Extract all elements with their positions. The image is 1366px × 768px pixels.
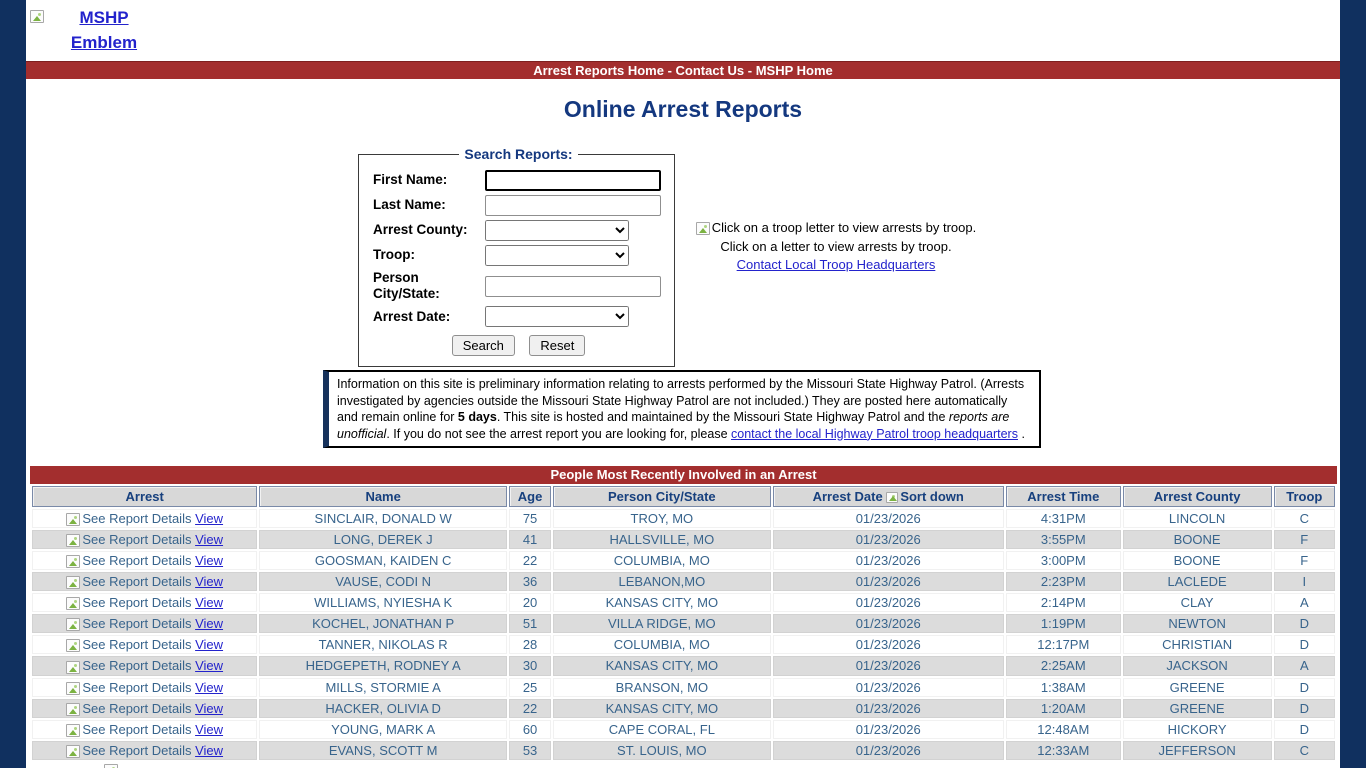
report-details-text: See Report Details [82,595,192,611]
view-report-link[interactable]: View [195,553,224,569]
table-row [32,614,1335,633]
sort-down-icon [886,492,898,503]
broken-image-icon [66,534,80,547]
nav-arrest-reports-home[interactable]: Arrest Reports Home [533,63,664,78]
name-cell: HACKER, OLIVIA D [259,699,507,718]
troop-cell: D [1274,635,1335,654]
arrest-county-cell: CLAY [1123,593,1272,612]
troop-cell: I [1274,572,1335,591]
arrest-county-cell: HICKORY [1123,720,1272,739]
table-row [32,593,1335,612]
report-details-text: See Report Details [82,679,192,695]
arrest-time-cell: 1:19PM [1006,614,1121,633]
page-content [26,0,1340,768]
arrest-cell [32,741,257,760]
age-cell: 30 [509,656,551,675]
arrest-time-cell: 4:31PM [1006,509,1121,528]
age-cell: 20 [509,593,551,612]
col-header-age: Age [509,486,551,507]
name-cell: EVANS, SCOTT M [259,741,507,760]
arrest-date-cell: 01/23/2026 [773,656,1004,675]
city-state-cell: HALLSVILLE, MO [553,530,770,549]
arrest-cell [32,593,257,612]
broken-image-icon [66,639,80,652]
col-header-arrest: Arrest [32,486,257,507]
broken-image-icon [66,513,80,526]
report-details-text: See Report Details [82,532,192,548]
troop-select[interactable] [485,245,629,266]
report-details-text: See Report Details [82,574,192,590]
view-report-link[interactable]: View [195,532,224,548]
table-row [32,551,1335,570]
city-state-cell: COLUMBIA, MO [553,635,770,654]
notice-text: Information on this site is preliminary information relating to arrests performed by the Missouri State Highway Patrol. (Arrests investigated by agencies outside the Missouri State Highway Patrol are not included.) They are posted here automatically and remain online for [337,377,1025,424]
name-cell: LONG, DEREK J [259,530,507,549]
troop-map-alt-line [676,220,996,236]
view-report-link[interactable]: View [195,700,224,716]
arrest-cell [32,635,257,654]
col-header-person-city-state: Person City/State [553,486,770,507]
table-row [32,635,1335,654]
age-cell: 36 [509,572,551,591]
arrest-county-cell: JEFFERSON [1123,741,1272,760]
top-header-band [26,0,1340,61]
arrest-cell [32,614,257,633]
search-button[interactable]: Search [452,335,515,356]
city-state-cell: KANSAS CITY, MO [553,656,770,675]
city-state-cell: LEBANON,MO [553,572,770,591]
arrest-time-cell: 12:33AM [1006,741,1121,760]
main-nav-bar [26,61,1340,79]
arrest-cell [32,678,257,697]
arrest-time-cell: 12:48AM [1006,720,1121,739]
report-details-text: See Report Details [82,721,192,737]
search-zone [26,123,1340,370]
troop-cell: C [1274,741,1335,760]
troop-info-block [676,220,996,276]
age-cell: 53 [509,741,551,760]
arrest-time-cell: 1:38AM [1006,678,1121,697]
person-city-state-label: Person City/State: [373,270,440,302]
arrest-cell [32,720,257,739]
troop-cell: F [1274,530,1335,549]
broken-image-icon [66,661,80,674]
broken-image-icon [696,222,710,235]
view-report-link[interactable]: View [195,616,224,632]
arrest-cell [32,656,257,675]
view-report-link[interactable]: View [195,658,224,674]
sort-down-label: Sort down [900,489,964,504]
age-cell: 75 [509,509,551,528]
age-cell: 22 [509,699,551,718]
view-report-link[interactable]: View [195,721,224,737]
city-state-cell: BRANSON, MO [553,678,770,697]
arrest-county-row [373,220,664,241]
emblem-area [28,6,178,55]
age-cell: 25 [509,678,551,697]
city-state-cell: KANSAS CITY, MO [553,699,770,718]
arrest-cell [32,699,257,718]
arrest-cell [32,551,257,570]
reset-button[interactable]: Reset [529,335,585,356]
col-header-arrest-date[interactable] [773,486,1004,507]
broken-image-icon [66,682,80,695]
broken-image-icon [66,745,80,758]
arrest-county-cell: JACKSON [1123,656,1272,675]
troop-row [373,245,664,266]
arrest-county-cell: BOONE [1123,551,1272,570]
name-cell: YOUNG, MARK A [259,720,507,739]
troop-instruction-line: Click on a letter to view arrests by troop. [720,238,952,254]
notice-bold-text: 5 days [457,410,497,424]
arrest-date-header-label: Arrest Date [812,489,883,504]
broken-image-icon [30,10,44,23]
arrest-time-cell: 3:00PM [1006,551,1121,570]
mshp-emblem-link[interactable]: MSHP Emblem [70,8,138,52]
troop-cell: C [1274,509,1335,528]
arrest-time-cell: 2:25AM [1006,656,1121,675]
page-title: Online Arrest Reports [563,96,803,122]
troop-cell: D [1274,678,1335,697]
arrest-date-label: Arrest Date: [373,308,451,324]
arrest-date-cell: 01/23/2026 [773,572,1004,591]
broken-image-icon [66,555,80,568]
arrest-date-cell: 01/23/2026 [773,635,1004,654]
nav-contact-us[interactable]: Contact Us [675,63,745,78]
first-name-label: First Name: [373,172,448,188]
contact-troop-headquarters-link[interactable]: contact the local Highway Patrol troop headquarters [731,426,1018,441]
col-header-arrest-county: Arrest County [1123,486,1272,507]
contact-local-troop-link[interactable]: Contact Local Troop Headquarters [736,257,936,273]
city-state-cell: ST. LOUIS, MO [553,741,770,760]
arrests-table [30,484,1337,762]
troop-cell: A [1274,593,1335,612]
report-details-text: See Report Details [82,616,192,632]
person-city-state-row [373,270,664,302]
arrest-time-cell: 2:14PM [1006,593,1121,612]
arrest-county-select[interactable] [485,220,629,241]
city-state-cell: CAPE CORAL, FL [553,720,770,739]
last-name-row [373,195,664,216]
arrest-date-cell: 01/23/2026 [773,720,1004,739]
col-header-arrest-time: Arrest Time [1006,486,1121,507]
city-state-cell: KANSAS CITY, MO [553,593,770,612]
last-name-input[interactable] [485,195,661,216]
troop-cell: D [1274,699,1335,718]
report-details-text: See Report Details [82,553,192,569]
name-cell: TANNER, NIKOLAS R [259,635,507,654]
arrest-county-cell: GREENE [1123,699,1272,718]
arrest-date-cell: 01/23/2026 [773,530,1004,549]
name-cell: SINCLAIR, DONALD W [259,509,507,528]
broken-image-icon [66,618,80,631]
arrest-date-cell: 01/23/2026 [773,551,1004,570]
arrest-cell [32,530,257,549]
troop-cell: F [1274,551,1335,570]
broken-image-icon [66,576,80,589]
broken-image-icon [66,724,80,737]
report-details-text: See Report Details [82,511,192,526]
person-city-state-input[interactable] [485,276,661,297]
col-header-troop: Troop [1274,486,1335,507]
arrest-county-cell: BOONE [1123,530,1272,549]
name-cell: KOCHEL, JONATHAN P [259,614,507,633]
notice-italic-text: reports are unofficial [337,410,1010,441]
broken-image-icon [66,597,80,610]
troop-label: Troop: [373,247,415,263]
nav-mshp-home[interactable]: MSHP Home [755,63,833,78]
city-state-cell: COLUMBIA, MO [553,551,770,570]
arrest-county-cell: GREENE [1123,678,1272,697]
form-buttons [373,335,664,356]
troop-cell: D [1274,614,1335,633]
report-details-text: See Report Details [82,658,192,674]
table-row [32,656,1335,675]
first-name-input[interactable] [485,170,661,191]
broken-image-icon [104,764,118,768]
view-report-link[interactable]: View [195,511,224,526]
table-row [32,699,1335,718]
clipped-next-row [30,762,1337,768]
age-cell: 22 [509,551,551,570]
nav-separator: - [663,63,676,78]
report-details-text: See Report Details [82,700,192,716]
table-row [32,509,1335,528]
arrest-time-cell: 1:20AM [1006,699,1121,718]
arrest-county-cell: LINCOLN [1123,509,1272,528]
site-notice-box [323,370,1041,448]
arrest-date-row [373,306,664,327]
report-details-text: See Report Details [82,742,192,758]
table-row [32,572,1335,591]
first-name-row [373,170,664,191]
broken-image-icon [66,703,80,716]
table-row [32,741,1335,760]
table-banner: People Most Recently Involved in an Arrest [30,466,1337,484]
report-details-text: See Report Details [82,637,192,653]
city-state-cell: VILLA RIDGE, MO [553,614,770,633]
arrest-date-cell: 01/23/2026 [773,509,1004,528]
notice-text: . If you do not see the arrest report you are looking for, please [386,426,731,441]
search-reports-form [358,146,675,367]
city-state-cell: TROY, MO [553,509,770,528]
name-cell: HEDGEPETH, RODNEY A [259,656,507,675]
arrests-table-section [30,466,1337,768]
arrest-date-cell: 01/23/2026 [773,699,1004,718]
notice-text: . This site is hosted and maintained by the Missouri State Highway Patrol and the [496,410,949,424]
view-report-link[interactable]: View [195,574,224,590]
name-cell: WILLIAMS, NYIESHA K [259,593,507,612]
troop-cell: A [1274,656,1335,675]
age-cell: 51 [509,614,551,633]
last-name-label: Last Name: [373,197,446,213]
troop-map-alt-text: Click on a troop letter to view arrests by troop. [711,220,977,235]
arrest-date-cell: 01/23/2026 [773,593,1004,612]
view-report-link[interactable]: View [195,637,224,653]
search-form-legend: Search Reports: [464,146,573,162]
age-cell: 28 [509,635,551,654]
arrest-county-cell: CHRISTIAN [1123,635,1272,654]
name-cell: VAUSE, CODI N [259,572,507,591]
nav-separator: - [744,63,756,78]
name-cell: MILLS, STORMIE A [259,678,507,697]
arrest-county-cell: LACLEDE [1123,572,1272,591]
arrest-county-cell: NEWTON [1123,614,1272,633]
arrest-cell [32,572,257,591]
arrest-time-cell: 2:23PM [1006,572,1121,591]
age-cell: 60 [509,720,551,739]
table-row [32,530,1335,549]
view-report-link[interactable]: View [195,679,224,695]
troop-cell: D [1274,720,1335,739]
age-cell: 41 [509,530,551,549]
table-row [32,720,1335,739]
notice-text: . [1017,426,1025,441]
name-cell: GOOSMAN, KAIDEN C [259,551,507,570]
table-row [32,678,1335,697]
arrest-time-cell: 3:55PM [1006,530,1121,549]
arrest-date-select[interactable] [485,306,629,327]
arrest-cell [32,509,257,528]
arrest-date-cell: 01/23/2026 [773,614,1004,633]
arrest-time-cell: 12:17PM [1006,635,1121,654]
arrest-county-label: Arrest County: [373,222,468,238]
view-report-link[interactable]: View [195,742,224,758]
table-header-row [32,486,1335,507]
view-report-link[interactable]: View [195,595,224,611]
arrest-date-cell: 01/23/2026 [773,678,1004,697]
col-header-name: Name [259,486,507,507]
arrest-date-cell: 01/23/2026 [773,741,1004,760]
